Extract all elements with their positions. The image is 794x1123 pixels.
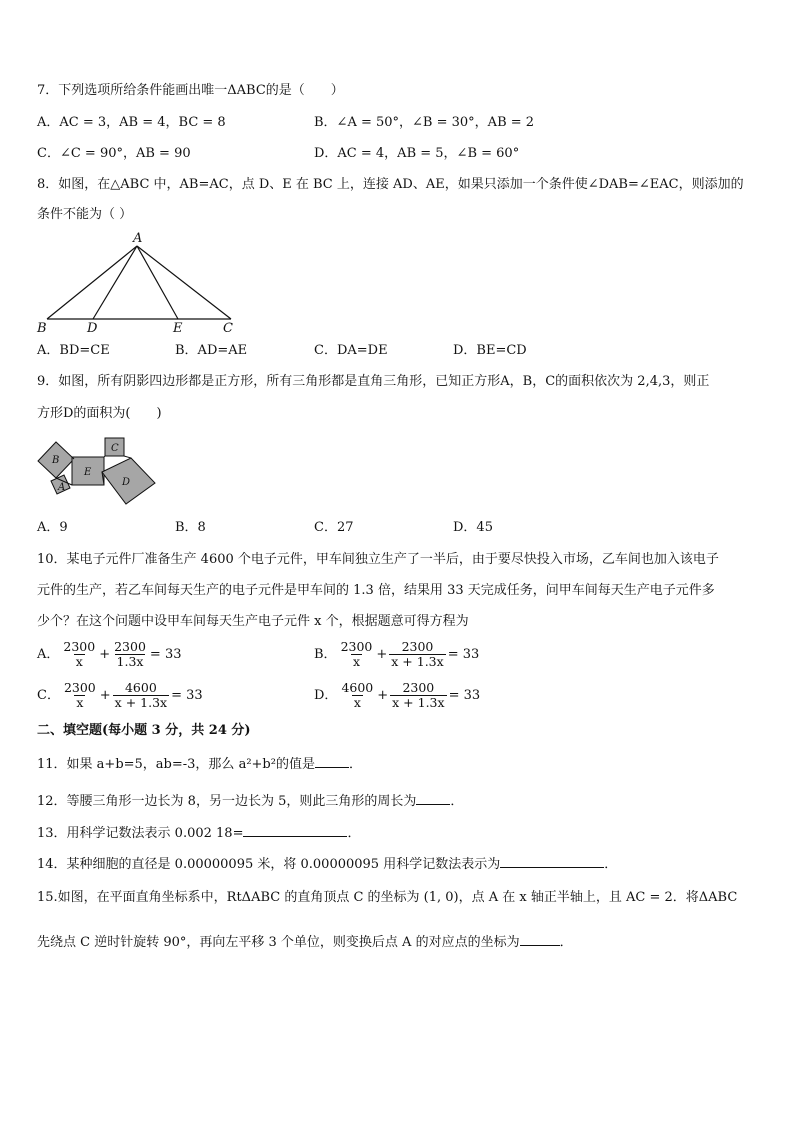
q7-option-d: D．AC = 4，AB = 5，∠B = 60° [314,146,520,161]
q10-a-den2: 1.3x [116,654,144,669]
q15-line2 [37,931,573,952]
q14-text: 14．某种细胞的直径是 0.00000095 米，将 0.00000095 用科学记数法表示为 [37,857,501,872]
q10-b-frac2 [389,640,445,669]
q10-a-label: A． [37,646,60,662]
q10-b-label: B． [314,646,337,662]
q9-stem-line1: 9．如图，所有阴影四边形都是正方形，所有三角形都是直角三角形，已知正方形A，B，C的面积依次为 2,4,3，则正 [37,374,710,389]
q10-b-rhs: = 33 [447,646,480,662]
q13-end: ． [347,826,361,841]
q14 [37,853,617,874]
q10-d-frac2 [390,681,446,710]
q8-stem-line2: 条件不能为（ ） [37,207,133,222]
q9-label-b: B [52,455,60,466]
q14-end: ． [604,857,618,872]
q10-a-rhs: = 33 [149,646,182,662]
q7-stem: 7．下列选项所给条件能画出唯一ΔABC的是（ ） [37,83,344,98]
q10-option-d [314,681,480,710]
q10-c-num1: 2300 [63,680,96,695]
q7-option-b: B．∠A = 50°，∠B = 30°，AB = 2 [314,115,535,130]
q8-label-c: C [223,321,233,336]
q10-c-frac2 [113,681,169,710]
q12-answer-blank[interactable] [416,790,450,805]
q10-option-b [314,640,479,669]
q10-c-frac1 [62,681,98,710]
q9-stem-line2: 方形D的面积为( ) [37,406,162,421]
q10-b-op: + [376,646,388,662]
q10-d-den1: x [353,695,361,710]
q10-a-den1: x [75,654,83,669]
q10-a-num1: 2300 [63,639,96,654]
q12-text: 12．等腰三角形一边长为 8，另一边长为 5，则此三角形的周长为 [37,794,417,809]
q8-label-b: B [37,321,47,336]
q9-squares-figure [34,434,164,510]
q8-option-b: B．AD=AE [175,343,248,358]
q8-option-c: C．DA=DE [314,343,388,358]
q11-answer-blank[interactable] [315,753,349,768]
q15-answer-blank[interactable] [520,931,560,946]
q9-option-a: A．9 [37,520,68,535]
q15-text: 先绕点 C 逆时针旋转 90°，再向左平移 3 个单位，则变换后点 A 的对应点的坐标为 [37,935,520,950]
q8-label-d: D [87,321,98,336]
q13 [37,822,360,843]
q13-answer-blank[interactable] [243,822,347,837]
q15-end: ． [559,935,573,950]
q10-d-frac1 [339,681,375,710]
q9-label-a: A [58,482,66,493]
q10-b-frac1 [339,640,375,669]
q10-d-rhs: = 33 [448,687,481,703]
q10-d-label: D． [314,687,338,703]
q9-option-d: D．45 [453,520,493,535]
q10-stem-line3: 少个？在这个问题中设甲车间每天生产电子元件 x 个，根据题意可得方程为 [37,614,469,629]
q14-answer-blank[interactable] [500,853,604,868]
q8-stem-line1: 8．如图，在△ABC 中，AB=AC，点 D、E 在 BC 上，连接 AD、AE，如果只添加一个条件使∠DAB=∠EAC，则添加的 [37,177,744,192]
q10-stem-line1: 10．某电子元件厂准备生产 4600 个电子元件，甲车间独立生产了一半后，由于要尽快投入市场，乙车间也加入该电子 [37,552,719,567]
q10-b-num1: 2300 [340,639,373,654]
q7-option-a: A．AC = 3，AB = 4，BC = 8 [37,115,226,130]
q10-d-den2: x + 1.3x [392,695,445,710]
q10-b-den1: x [352,654,360,669]
q10-d-op: + [377,687,389,703]
q9-label-c: C [111,443,119,454]
q8-option-d: D．BE=CD [453,343,527,358]
q10-c-den1: x [76,695,84,710]
q12-end: ． [450,794,464,809]
q7-option-c: C．∠C = 90°，AB = 90 [37,146,191,161]
q10-a-num2: 2300 [114,639,146,654]
q8-triangle-figure [32,228,252,338]
q8-label-e: E [173,321,183,336]
q8-option-a: A．BD=CE [37,343,110,358]
q13-text: 13．用科学记数法表示 0.002 18= [37,826,244,841]
q10-c-num2: 4600 [124,680,157,695]
q10-c-rhs: = 33 [171,687,203,703]
q9-option-c: C．27 [314,520,354,535]
q10-stem-line2: 元件的生产，若乙车间每天生产的电子元件是甲车间的 1.3 倍，结果用 33 天完成任务，问甲车间每天生产电子元件多 [37,583,715,598]
q15-line1: 15.如图，在平面直角坐标系中，RtΔABC 的直角顶点 C 的坐标为 (1, 0)，点 A 在 x 轴正半轴上，且 AC = 2．将ΔABC [37,890,738,905]
section-heading-fill-in: 二、填空题(每小题 3 分，共 24 分) [37,723,251,738]
q11 [37,753,362,774]
q9-option-b: B．8 [175,520,206,535]
q8-label-a: A [133,231,143,246]
q10-b-num2: 2300 [401,639,434,654]
q11-text: 11．如果 a+b=5，ab=-3，那么 a²+b²的值是 [37,757,315,772]
q11-end: ． [348,757,362,772]
q10-d-num2: 2300 [402,680,435,695]
q10-option-c [37,681,203,710]
q10-a-frac1 [61,640,97,669]
q10-a-op: + [99,646,111,662]
q10-b-den2: x + 1.3x [391,654,444,669]
q10-c-label: C． [37,687,60,703]
q10-c-den2: x + 1.3x [114,695,168,710]
q10-d-num1: 4600 [341,680,374,695]
q10-option-a [37,640,182,669]
q12 [37,790,463,811]
q9-label-d: D [122,477,131,488]
q10-c-op: + [99,687,111,703]
q10-a-frac2 [112,640,148,669]
q9-label-e: E [84,467,92,478]
